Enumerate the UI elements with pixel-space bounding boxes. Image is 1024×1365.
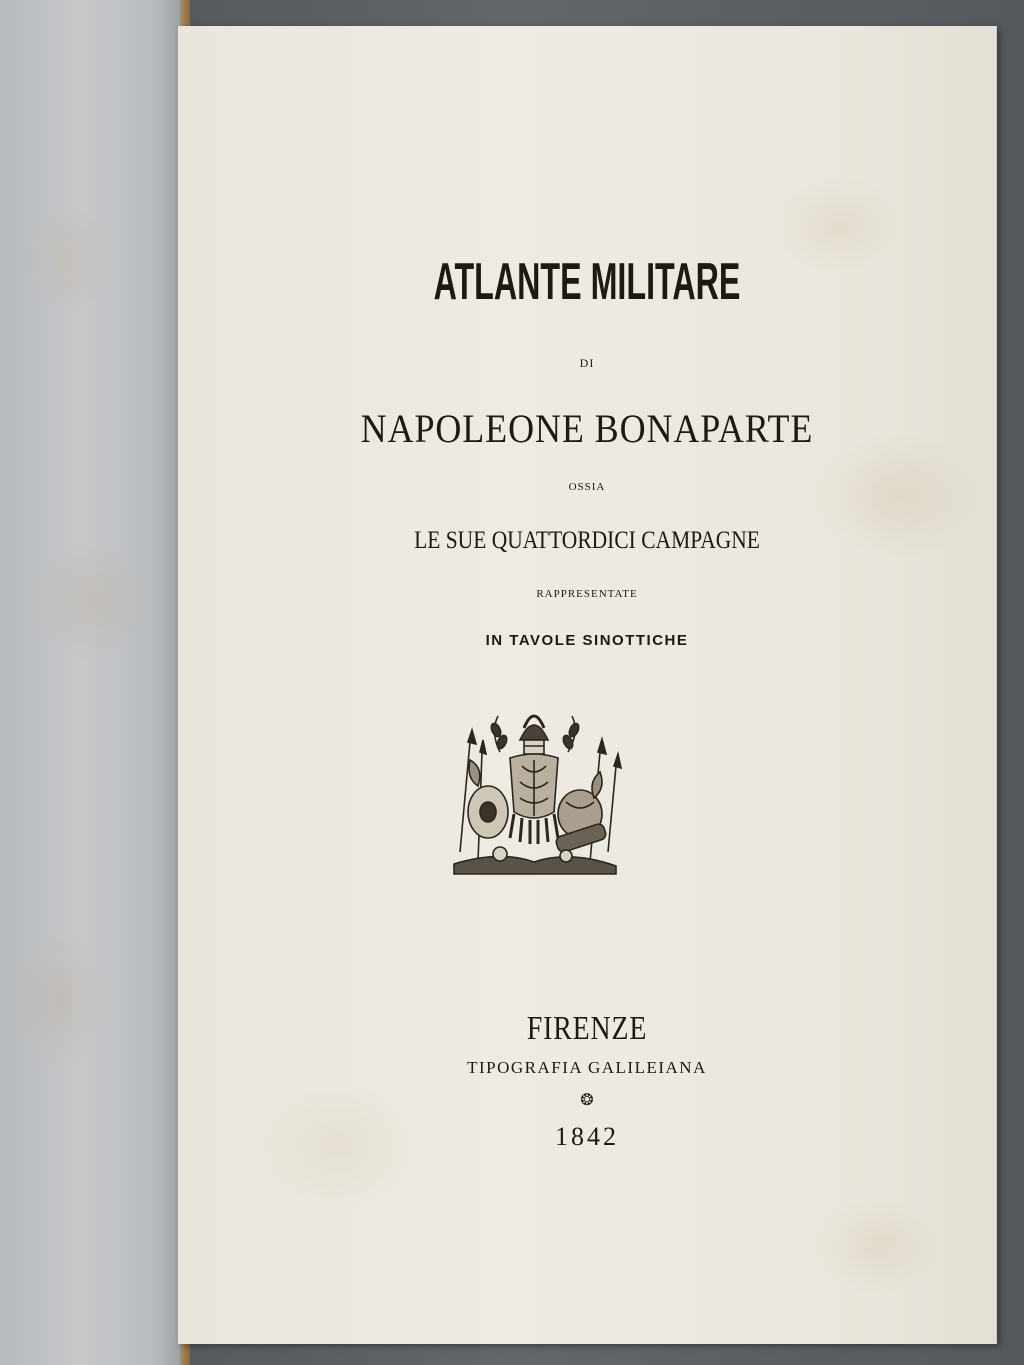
title-page [178,26,997,1344]
book-title: ATLANTE MILITARE [433,253,741,311]
book-subtitle: LE SUE QUATTORDICI CAMPAGNE [414,527,760,554]
connector-ossia: OSSIA [568,481,606,493]
connector-di: DI [579,356,595,370]
cover-board [0,0,182,1365]
imprint-city: FIRENZE [526,1010,648,1047]
military-trophy-armor-icon [440,702,628,882]
imprint-printer: TIPOGRAFIA GALILEIANA [467,1058,707,1077]
book-subtitle-2: IN TAVOLE SINOTTICHE [485,632,689,649]
connector-rappresentate: RAPPRESENTATE [536,588,638,600]
imprint-year: 1842 [555,1122,619,1151]
imprint-ornament-icon: ❂ [580,1092,594,1109]
book-subject: NAPOLEONE BONAPARTE [360,406,814,451]
